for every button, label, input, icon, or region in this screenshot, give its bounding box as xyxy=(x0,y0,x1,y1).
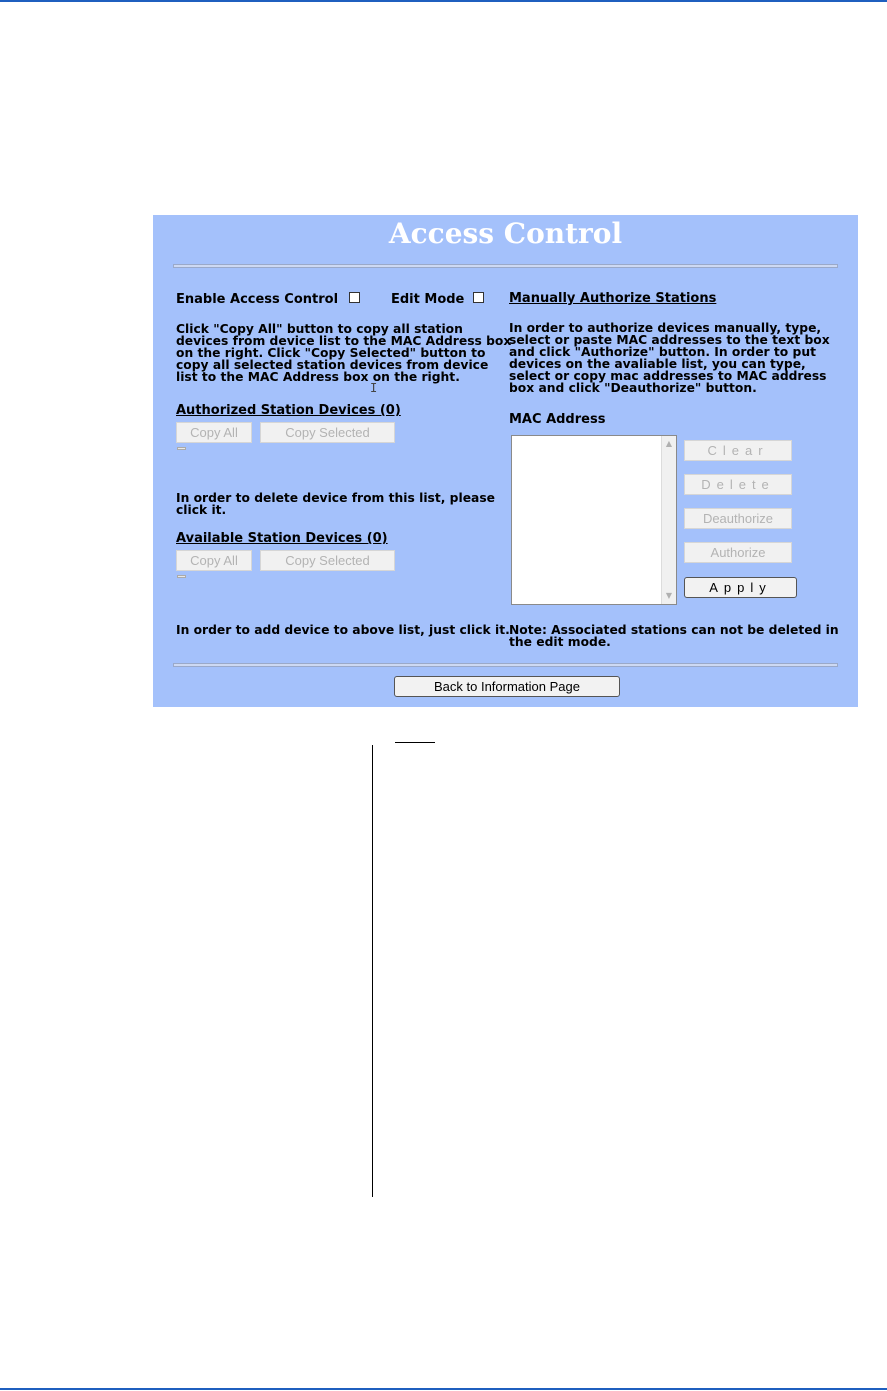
mac-address-textarea[interactable] xyxy=(511,435,677,605)
copy-instructions-line-4: copy all selected station devices from device xyxy=(176,358,489,372)
edit-mode-label: Edit Mode xyxy=(391,292,465,307)
chevron-down-icon[interactable]: ▼ xyxy=(665,591,673,600)
manual-authorize-header: Manually Authorize Stations xyxy=(509,291,717,306)
authorized-device-list[interactable] xyxy=(177,447,186,450)
enable-access-control-checkbox[interactable] xyxy=(349,292,360,303)
chevron-up-icon[interactable]: ▲ xyxy=(665,439,673,448)
authorized-devices-header: Authorized Station Devices (0) xyxy=(176,403,401,418)
deauthorize-button[interactable]: Deauthorize xyxy=(684,508,792,529)
note-line-2: the edit mode. xyxy=(509,635,611,649)
authorized-copy-selected-button[interactable]: Copy Selected xyxy=(260,422,395,443)
add-device-note: In order to add device to above list, just click it. xyxy=(176,623,510,637)
page-title: Access Control xyxy=(388,217,623,250)
manual-instructions-line-5: select or copy mac addresses to MAC address xyxy=(509,369,827,383)
authorized-copy-all-button[interactable]: Copy All xyxy=(176,422,252,443)
mac-address-label: MAC Address xyxy=(509,412,606,427)
manual-instructions-line-1: In order to authorize devices manually, type, xyxy=(509,321,822,335)
copy-instructions-line-5: list to the MAC Address box on the right. xyxy=(176,370,460,384)
copy-instructions-line-2: devices from device list to the MAC Address box xyxy=(176,334,512,348)
authorize-button[interactable]: Authorize xyxy=(684,542,792,563)
top-separator xyxy=(173,264,838,268)
delete-note-line-1: In order to delete device from this list, please xyxy=(176,491,495,505)
available-copy-all-button[interactable]: Copy All xyxy=(176,550,252,571)
bottom-separator xyxy=(173,663,838,667)
enable-access-control-label: Enable Access Control xyxy=(176,292,339,307)
apply-button[interactable]: Apply xyxy=(684,577,797,598)
available-devices-header: Available Station Devices (0) xyxy=(176,531,388,546)
copy-instructions-line-3: on the right. Click "Copy Selected" button to xyxy=(176,346,486,360)
vertical-divider xyxy=(372,745,373,1197)
delete-button[interactable]: Delete xyxy=(684,474,792,495)
manual-instructions-line-2: select or paste MAC addresses to the text box xyxy=(509,333,830,347)
back-to-information-page-button[interactable]: Back to Information Page xyxy=(394,676,620,697)
delete-note-line-2: click it. xyxy=(176,503,227,517)
available-device-list[interactable] xyxy=(177,575,186,578)
top-rule xyxy=(0,0,887,2)
available-copy-selected-button[interactable]: Copy Selected xyxy=(260,550,395,571)
manual-instructions-line-3: and click "Authorize" button. In order to put xyxy=(509,345,816,359)
clear-button[interactable]: Clear xyxy=(684,440,792,461)
mac-address-scrollbar[interactable] xyxy=(661,436,676,604)
note-line-1: Note: Associated stations can not be deleted in xyxy=(509,623,839,637)
manual-instructions-line-4: devices on the avaliable list, you can type, xyxy=(509,357,806,371)
text-cursor-icon: I xyxy=(370,381,378,395)
horizontal-stub xyxy=(395,742,435,743)
bottom-rule xyxy=(0,1388,887,1390)
copy-instructions-line-1: Click "Copy All" button to copy all station xyxy=(176,322,463,336)
edit-mode-checkbox[interactable] xyxy=(473,292,484,303)
manual-instructions-line-6: box and click "Deauthorize" button. xyxy=(509,381,757,395)
access-control-panel xyxy=(153,215,858,707)
